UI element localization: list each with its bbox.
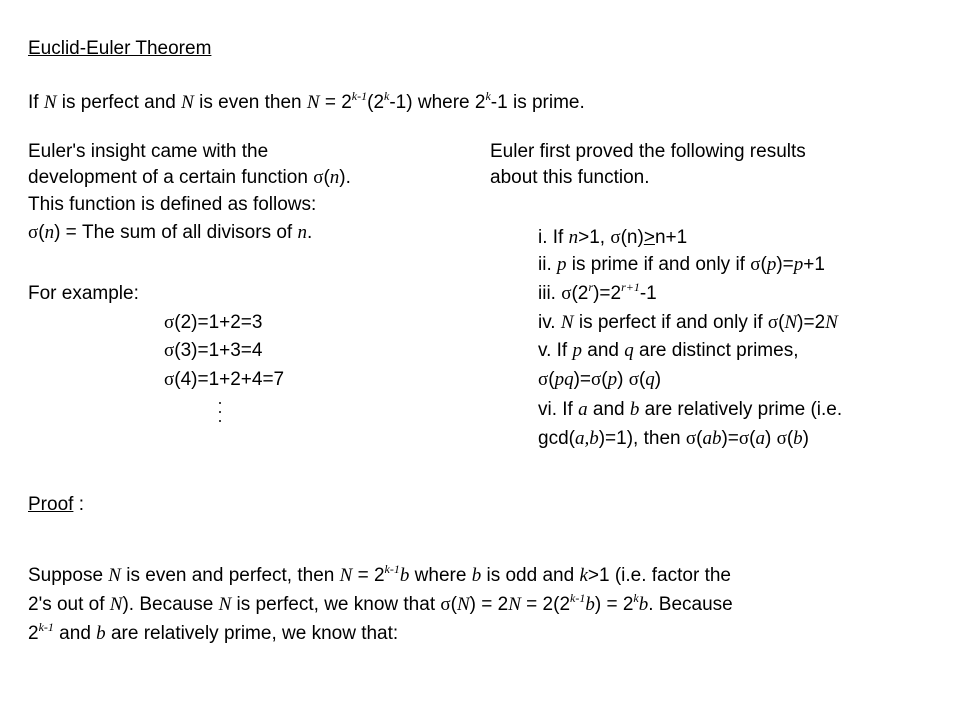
result-ii: ii. p is prime if and only if σ(p)=p+1 [538,254,825,275]
example-sigma-4: σ(4)=1+2+4=7 [164,369,285,390]
result-i: i. If n>1, σ(n)>n+1 [538,227,688,248]
theorem-statement: If N is perfect and N is even then $N = 2^{k-1}(2^k-1)$ where 2$^k$-1 is prime. [28,89,585,113]
left-line-2: development of a certain function σ(n). [28,167,351,188]
proof-line-2: 2's out of N). Because N is perfect, we know that $\sigma(N) = 2N = 2(2^{k-1}b) = 2^kb$. Because [28,591,733,615]
right-intro-1: Euler first proved the following results [490,141,806,162]
result-v-line-2: σ(pq)=σ(p) σ(q) [538,369,662,390]
for-example-label: For example: [28,283,139,304]
left-line-4: σ(n) = The sum of all divisors of n. [28,222,313,243]
proof-line-3: 2$^{k-1}$ and b are relatively prime, we know that: [28,620,399,644]
result-iii: iii. $\sigma(2^r)=2^{r+1}-1$ [538,280,657,304]
result-vi-line-1: vi. If a and b are relatively prime (i.e. [538,399,843,420]
example-sigma-2: σ(2)=1+2=3 [164,312,263,333]
left-line-1: Euler's insight came with the [28,141,269,162]
proof-line-1: Suppose N is even and perfect, then $N = 2^{k-1}b$ where b is odd and k>1 (i.e. factor the [28,562,731,586]
result-iv: iv. N is perfect if and only if σ(N)=2N [538,312,838,333]
example-sigma-3: σ(3)=1+3=4 [164,340,263,361]
proof-heading: Proof : [28,494,84,515]
right-intro-2: about this function. [490,167,650,188]
result-v-line-1: v. If p and q are distinct primes, [538,340,799,361]
page-title: Euclid-Euler Theorem [28,38,212,59]
left-line-3: This function is defined as follows: [28,194,317,215]
result-vi-line-2: gcd(a,b)=1), then σ(ab)=σ(a) σ(b) [538,428,809,449]
vertical-ellipsis-icon [217,402,223,429]
